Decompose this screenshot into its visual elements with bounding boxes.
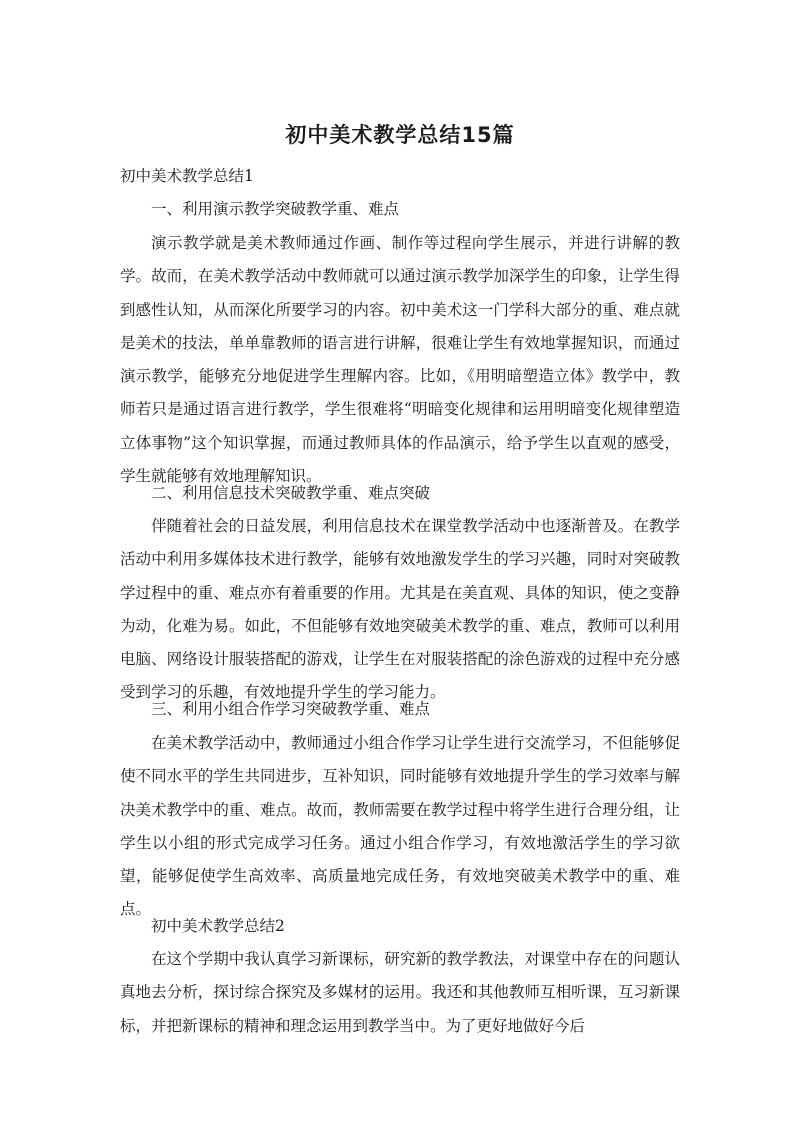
subheading-2: 二、利用信息技术突破教学重、难点突破 xyxy=(151,484,431,502)
subheading-3: 三、利用小组合作学习突破教学重、难点 xyxy=(151,700,431,718)
paragraph-4 xyxy=(120,943,680,1043)
document-title: 初中美术教学总结15篇 xyxy=(285,123,515,147)
paragraph-3 xyxy=(120,727,680,927)
paragraph-2 xyxy=(120,510,680,710)
paragraph-text: 伴随着社会的日益发展，利用信息技术在课堂教学活动中也逐渐普及。在教学活动中利用多媒体技术进行教学，能够有效地激发学生的学习兴趣，同时对突破教学过程中的重、难点亦有着重要的作用。尤其是在美直观、具体的知识，使之变静为动，化难为易。如此，不但能够有效地突破美术教学的重、难点，教师可以利用电脑、网络设计服装搭配的游戏，让学生在对服装搭配的涂色游戏的过程中充分感受到学习的乐趣，有效地提升学生的学习能力。 xyxy=(120,517,680,702)
paragraph-text: 在美术教学活动中，教师通过小组合作学习让学生进行交流学习，不但能够促使不同水平的学生共同进步，互补知识，同时能够有效地提升学生的学习效率与解决美术教学中的重、难点。故而，教师需要在教学过程中将学生进行合理分组，让学生以小组的形式完成学习任务。通过小组合作学习，有效地激活学生的学习欲望，能够促使学生高效率、高质量地完成任务，有效地突破美术教学中的重、难点。 xyxy=(120,734,680,919)
section-heading-2: 初中美术教学总结2 xyxy=(151,917,285,935)
paragraph-1 xyxy=(120,227,680,493)
subheading-1: 一、利用演示教学突破教学重、难点 xyxy=(151,200,400,218)
paragraph-text: 演示教学就是美术教师通过作画、制作等过程向学生展示，并进行讲解的教学。故而，在美术教学活动中教师就可以通过演示教学加深学生的印象，让学生得到感性认知，从而深化所要学习的内容。初中美术这一门学科大部分的重、难点就是美术的技法，单单靠教师的语言进行讲解，很难让学生有效地掌握知识，而通过演示教学，能够充分地促进学生理解内容。比如，《用明暗塑造立体》教学中，教师若只是通过语言进行教学，学生很难将“明暗变化规律和运用明暗变化规律塑造立体事物”这个知识掌握，而通过教师具体的作品演示，给予学生以直观的感受，学生就能够有效地理解知识。 xyxy=(120,234,680,486)
paragraph-text: 在这个学期中我认真学习新课标，研究新的教学教法，对课堂中存在的问题认真地去分析，探讨综合探究及多媒材的运用。我还和其他教师互相听课，互习新课标，并把新课标的精神和理念运用到教学当中。为了更好地做好今后 xyxy=(120,950,680,1035)
section-heading-1: 初中美术教学总结1 xyxy=(120,167,254,185)
